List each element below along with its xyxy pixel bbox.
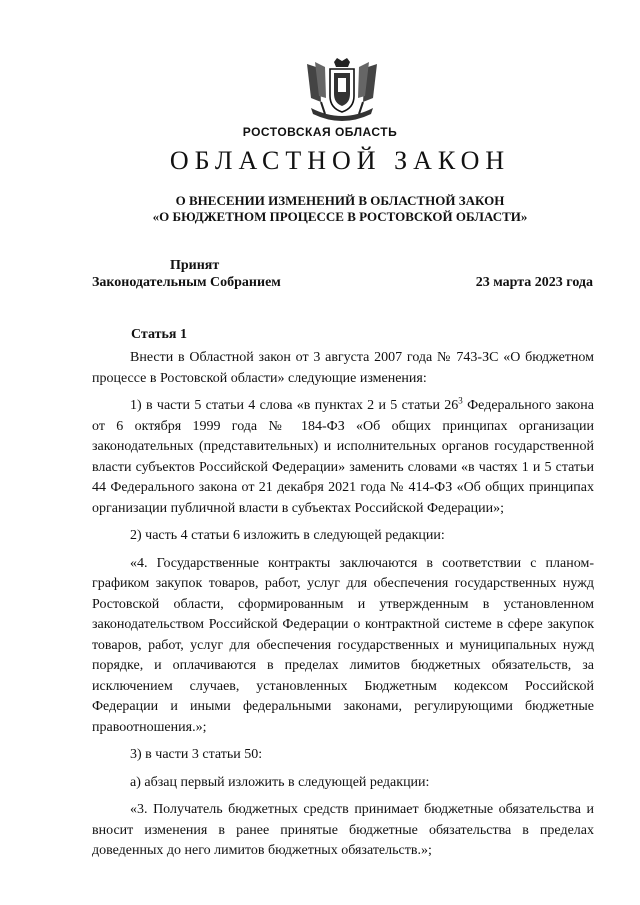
paragraph-item-3a-text: «3. Получатель бюджетных средств принимает бюджетные обязательства и вносит изменения в ранее принятые бюджетные обязательства в пределах доведенных до него лимитов бюджетных обязательств.»; <box>92 802 594 858</box>
document-subtitle-line-1: О ВНЕСЕНИИ ИЗМЕНЕНИЙ В ОБЛАСТНОЙ ЗАКОН <box>175 193 505 208</box>
document-subtitle-line-2: «О БЮДЖЕТНОМ ПРОЦЕССЕ В РОСТОВСКОЙ ОБЛАСТИ» <box>152 209 528 224</box>
paragraph-item-2-text: «4. Государственные контракты заключаются в соответствии с планом-графиком закупок товаров, работ, услуг для обеспечения государственных нужд Ростовской области, сформированным и утвержденным в установленном законодательством Российской Федерации о контрактной системе в сфере закупок товаров, работ, услуг для обеспечения государственных и муниципальных нужд порядке, и оплачиваются в пределах лимитов бюджетных обязательств, за исключением случаев, установленных Бюджетным кодексом Российской Федерации и иными федеральными законами, регулирующими бюджетные правоотношения.»; <box>92 555 594 735</box>
paragraph-item-3: 3) в части 3 статьи 50: <box>130 747 263 762</box>
article-heading: Статья 1 <box>131 327 187 342</box>
document-title: ОБЛАСТНОЙ ЗАКОН <box>169 146 511 175</box>
paragraph-item-1-start: 1) в части 5 статьи 4 слова «в пунктах 2 и 5 статьи 26 <box>130 398 459 413</box>
paragraph-item-1 <box>92 396 594 519</box>
adoption-date: 23 марта 2023 года <box>475 275 593 290</box>
paragraph-item-2: 2) часть 4 статьи 6 изложить в следующей редакции: <box>130 528 445 543</box>
paragraph-intro: Внести в Областной закон от 3 августа 2007 года № 743-ЗС «О бюджетном процессе в Ростовской области» следующие изменения: <box>92 350 594 386</box>
rostov-oblast-coat-of-arms-icon <box>301 58 383 126</box>
region-name: РОСТОВСКАЯ ОБЛАСТЬ <box>242 125 398 139</box>
adoption-label: Принят <box>170 258 220 273</box>
paragraph-item-1-end: Федерального закона от 6 октября 1999 года № 184-ФЗ «Об общих принципах организации законодательных (представительных) и исполнительных органов государственной власти субъектов Российской Федерации» заменить словами «в частях 1 и 5 статьи 44 Федерального закона от 21 декабря 2021 года № 414-ФЗ «Об общих принципах организации публичной власти в субъектах Российской Федерации»; <box>92 398 595 516</box>
adopting-body: Законодательным Собранием <box>92 275 281 290</box>
paragraph-item-3a: а) абзац первый изложить в следующей редакции: <box>130 774 430 790</box>
superscript-index: 3 <box>458 395 463 406</box>
article-body <box>92 348 594 869</box>
